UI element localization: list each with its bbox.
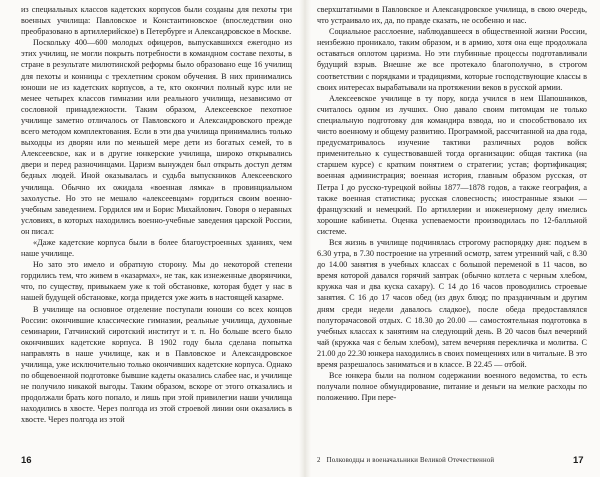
- right-page: [317, 4, 587, 448]
- right-paragraph: Вся жизнь в училище подчинялась строгому распорядку дня: подъем в 6.30 утра, в 7.30 построение на утренний осмотр, затем утренний чай, с 8.30 до 14.00 занятия в учебных классах с большой переменой в 11 часов, во время которой давался горячий завтрак (обычно котлета с черным хлебом, кружка чая и два куска сахару). С 14 до 16 часов проводились строевые занятия. С 16 до 17 часов обед (из двух блюд; по праздничным и другим дням среди недели давалось сладкое), после обеда предоставлялся полуторачасовой отдых. С 18.30 до 20.00 — самостоятельная подготовка в учебных классах к занятиям на следующий день. В 20 часов был вечерний чай (кружка чая с белым хлебом), затем вечерняя перекличка и молитва. С 21.00 до 22.30 юнкера находились в своих помещениях или в читальне. В это время разрешалось заниматься и в классе. В 22.45 — отбой.: [317, 237, 587, 369]
- running-footer-title: Полководцы и военачальники Великой Отечественной: [326, 457, 495, 464]
- book-gutter: [299, 0, 311, 477]
- running-footer: [317, 455, 494, 467]
- running-footer-number: 2: [317, 457, 321, 464]
- right-paragraph: сверхштатными в Павловское и Александровское училища, в свою очередь, что устраивало их, да, по правде сказать, не особенно и нас.: [317, 5, 587, 26]
- left-paragraph: из специальных классов кадетских корпусов были созданы для пехоты три военных училища: Павловское и Константиновское (впоследствии оно преобразовано в артиллерийское) в Петербурге и Александровское в Москве.: [21, 5, 292, 37]
- right-page-number: 17: [573, 455, 584, 466]
- left-page: [21, 4, 292, 448]
- left-page-number: 16: [21, 455, 32, 466]
- left-paragraph: В училище на основное отделение поступали юноши со всех концов России: окончившие классические гимназии, реальные училища, духовные семинарии, Гатчинский сиротский институт и т. п. Но больше всего было окончивших кадетские корпуса. В 1902 году была сделана попытка направлять в наше училище, как и в Павловское и Александровское училища, уже исключительно только окончивших кадетские корпуса. Однако по общевоенной подготовке бывшие кадеты оказались слабее нас, и училище не получило никакой выгоды. Таким образом, вскоре от этого отказались и продолжали брать кого попало, и лишь при этой привилегии наши училища находились в хвосте. Через полгода из этой строевой линии они оказались в хвосте. Через полгода из этой: [21, 304, 292, 425]
- right-paragraph: Все юнкера были на полном содержании военного ведомства, то есть получали полное обмундирование, питание и деньги на мелкие расходы по положению. При пере-: [317, 371, 587, 403]
- left-paragraph: «Даже кадетские корпуса были в более благоустроенных зданиях, чем наше училище.: [21, 237, 292, 259]
- right-paragraph: Социальное расслоение, наблюдавшееся в общественной жизни России, неизбежно проникало, таким образом, и в армию, хотя она еще продолжала оставаться оплотом царизма. Но эти глубинные процессы подготавливали будущий взрыв. Внешне же все протекало благополучно, в строгом соответствии с порядками и традициями, которые господствующие классы в своих интересах вырабатывали на протяжении веков в русской армии.: [317, 27, 587, 92]
- left-paragraph: Но зато это имело и обратную сторону. Мы до некоторой степени гордились тем, что живем в «казармах», не так, как изнеженные дворянчики, что, по существу, привыкаем уже к той обстановке, которая будет у нас в нашей будущей обстановке, когда придется уже жить в настоящей казарме.: [21, 260, 292, 303]
- right-paragraph: Алексеевское училище в ту пору, когда учился в нем Шапошников, считалось одним из лучших. Оно давало своим питомцам не только специальную подготовку для командира взвода, но и способствовало их чисто военному и общему развитию. Программой, рассчитанной на два года, предусматривалось изучение тактики различных родов войск применительно к существовавшей тогда организации: общая тактика (на старшем курсе) с кратким понятием о стратегии; устав; фортификация; военная администрация; военная история, главным образом русская, от Петра I до русско-турецкой войны 1877—1878 годов, а также география, а также военная статистика; русская словесность; иностранные языки — французский и немецкий. По артиллерии и инженерному делу имелись хорошие кабинеты. Оценка успеваемости производилась по 12-балльной системе.: [317, 93, 587, 236]
- left-paragraph: Поскольку 400—600 молодых офицеров, выпускавшихся ежегодно из этих училищ, не могли покрыть потребности в командном составе пехоты, в стране в результате милютинской реформы было образовано еще 16 училищ для пехоты и конницы с трехлетним сроком обучения. В них принимались юноши не из кадетских корпусов, а те, кто окончил полный курс или не менее четырех классов гимназии или реального училища, независимо от сословной принадлежности. Таким образом, Алексеевское пехотное училище заметно отличалось от Павловского и Александровского прежде всего методом комплектования. Если в эти два училища принимались только выходцы из дворян или по меньшей мере дети из богатых семей, то в Алексеевское, как и в другие юнкерские училища, широко открывались двери и перед разночинцами. Царизм вынужден был открыть доступ детям бедных людей. Иной оказывалась и судьба выпускников Алексеевского училища. Обычно их ожидала «военная лямка» в провинциальном захолустье. Но это не мешало «алексеевцам» гордиться своим военно-учебным заведением. Гордился им и Борис Михайлович. Говоря о неравных условиях, в которых находились военно-учебные заведения царской России, он писал:: [21, 38, 292, 236]
